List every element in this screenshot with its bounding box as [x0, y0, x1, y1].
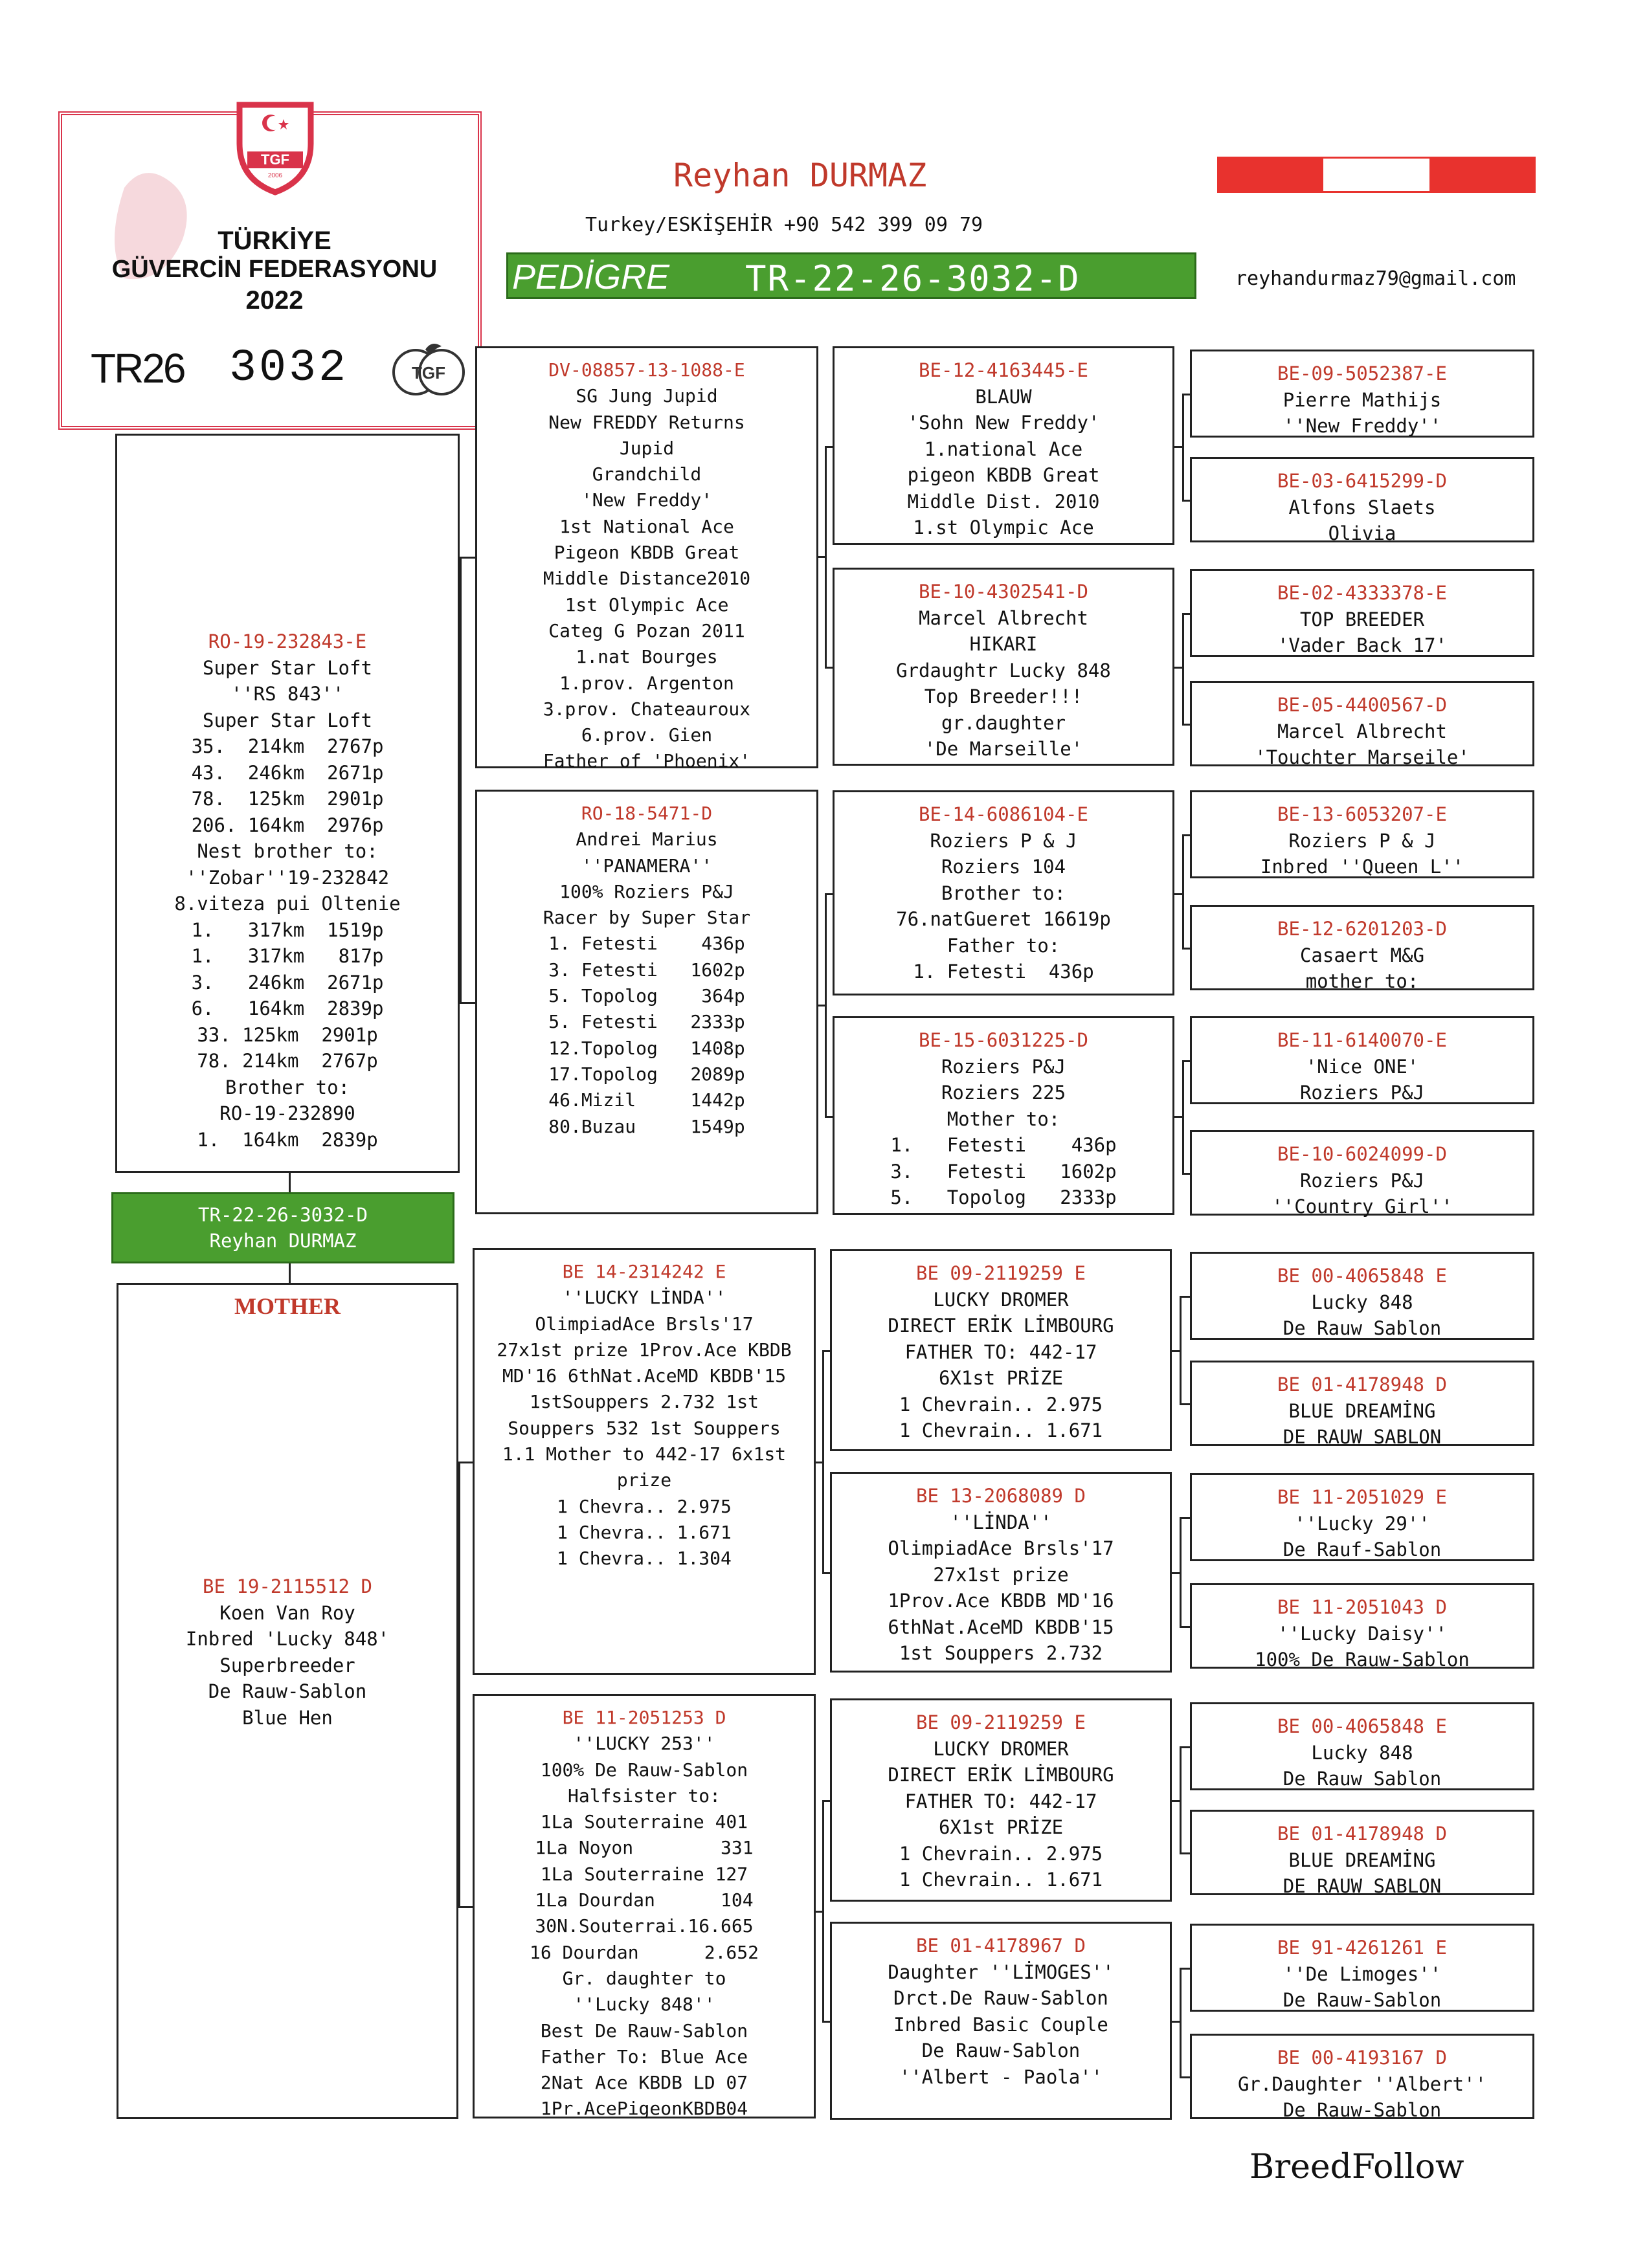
gen4-box-ring: BE 01-4178948 D: [1277, 1373, 1447, 1395]
sire-line: 33. 125km 2901p: [197, 1023, 378, 1046]
gen2-box-line: ''LUCKY 253'': [573, 1733, 715, 1755]
sire-line: Super Star Loft: [203, 656, 372, 679]
gen2-box-line: 2Nat Ace KBDB LD 07: [540, 2072, 748, 2094]
gen4-box-ring: BE 11-2051029 E: [1277, 1486, 1447, 1508]
gen3-box-line: pigeon KBDB Great: [907, 464, 1100, 486]
gen4-box-line: Pierre Mathijs: [1283, 388, 1442, 411]
gen3-box-line: 6X1st PRİZE: [938, 1816, 1064, 1838]
sire-line: Brother to:: [225, 1076, 350, 1098]
gen2-box-line: OlimpiadAce Brsls'17: [535, 1313, 754, 1335]
sire-line: ''RS 843'': [230, 683, 344, 705]
gen3-box-line: 76.natGueret 16619p: [896, 908, 1111, 930]
footer-brand: BreedFollow: [1249, 2148, 1464, 2186]
gen2-box-line: 1. Fetesti 436p: [548, 933, 745, 955]
gen3-box-line: Grdaughtr Lucky 848: [896, 659, 1111, 682]
gen4-box: [1190, 1130, 1534, 1216]
connector: [1180, 2076, 1190, 2078]
gen4-box-line: 'Vader Back 17': [1277, 634, 1447, 656]
sire-line: 35. 214km 2767p: [191, 735, 384, 757]
gen3-box-line: Father to:: [947, 934, 1060, 957]
gen4-box-line: TOP BREEDER: [1299, 608, 1425, 630]
connector: [1182, 724, 1190, 726]
gen3-box-line: Marcel Albrecht: [919, 606, 1088, 629]
gen4-box-ring: BE-02-4333378-E: [1277, 582, 1447, 604]
gen4-box-line: De Rauw Sablon: [1283, 1317, 1442, 1339]
sire-line: 78. 214km 2767p: [197, 1050, 378, 1072]
gen4-box: [1190, 2034, 1534, 2119]
connector: [1172, 1350, 1181, 1352]
connector: [1182, 394, 1190, 395]
badge-year: 2022: [245, 286, 304, 315]
gen3-box-line: Inbred Basic Couple: [893, 2013, 1108, 2036]
gen3-box-line: 1.national Ace: [924, 438, 1083, 460]
gen2-box-line: Gr. daughter to: [562, 1967, 726, 1989]
gen4-box-ring: BE-11-6140070-E: [1277, 1029, 1447, 1051]
gen3-box: [830, 1249, 1172, 1451]
connector: [1182, 394, 1184, 502]
owner-name: Reyhan DURMAZ: [673, 157, 927, 194]
gen2-box-line: 1.prov. Argenton: [559, 672, 734, 694]
gen4-box-line: De Rauw Sablon: [1283, 1768, 1442, 1790]
gen4-box-line: Alfons Slaets: [1288, 496, 1436, 518]
sire-line: 1. 317km 817p: [191, 945, 384, 967]
gen3-box-ring: BE 13-2068089 D: [916, 1485, 1086, 1507]
gen3-box-ring: BE 01-4178967 D: [916, 1935, 1086, 1957]
mother-label: MOTHER: [234, 1293, 341, 1319]
gen3-box-line: 1 Chevrain.. 1.671: [899, 1869, 1103, 1891]
gen3-box-ring: BE-10-4302541-D: [919, 581, 1088, 603]
gen2-box-line: Middle Distance2010: [543, 568, 751, 590]
gen3-box-line: Roziers P&J: [941, 1055, 1066, 1078]
sire-line: Nest brother to:: [197, 840, 378, 862]
sire-line: Super Star Loft: [203, 709, 372, 731]
connector: [1172, 1800, 1181, 1802]
gen3-box-ring: BE 09-2119259 E: [916, 1711, 1086, 1733]
gen4-box-line: 'Nice ONE': [1305, 1055, 1419, 1078]
gen4-box: [1190, 905, 1534, 990]
gen4-box-line: Lucky 848: [1311, 1741, 1413, 1764]
gen4-box-ring: BE 00-4065848 E: [1277, 1715, 1447, 1737]
gen4-box: [1190, 569, 1534, 657]
gen2-box-line: 1 Chevra.. 1.304: [557, 1548, 732, 1570]
gen4-box-ring: BE-12-6201203-D: [1277, 918, 1447, 940]
gen2-box-line: 30N.Souterrai.16.665: [535, 1915, 754, 1937]
gen4-box-line: DE RAUW SABLON: [1283, 1875, 1442, 1897]
connector: [1182, 834, 1184, 950]
dam-line: Superbreeder: [219, 1654, 355, 1676]
dam-line: Blue Hen: [242, 1706, 333, 1729]
gen3-box-line: FATHER TO: 442-17: [904, 1790, 1097, 1812]
gen4-box: [1190, 1583, 1534, 1669]
connector: [822, 1800, 830, 1802]
gen2-box: [475, 346, 818, 772]
gen4-box-line: ''Lucky 29'': [1294, 1512, 1430, 1535]
connector: [1180, 1626, 1190, 1628]
gen3-box-line: gr.daughter: [941, 711, 1066, 734]
connector: [1180, 1746, 1190, 1748]
gen4-box-line: 'Touchter Marseile': [1255, 746, 1470, 768]
gen4-box: [1190, 1473, 1534, 1561]
connector: [816, 1462, 824, 1463]
gen3-box-line: ''Albert - Paola'': [899, 2065, 1103, 2088]
gen2-box-line: Grandchild: [592, 463, 702, 485]
connector: [1174, 446, 1183, 448]
gen4-box-line: BLUE DREAMİNG: [1288, 1399, 1436, 1422]
gen4-box-line: mother to:: [1305, 970, 1419, 992]
gen4-box-line: ''New Freddy'': [1283, 415, 1442, 437]
gen3-box: [833, 346, 1174, 545]
tgf-shield-logo: [233, 98, 317, 195]
connector: [1182, 1060, 1184, 1175]
gen2-box-line: 3.prov. Chateauroux: [543, 698, 751, 720]
flag-stripe: [1217, 157, 1536, 193]
connector: [1180, 1968, 1182, 2078]
connector: [1174, 893, 1183, 895]
gen2-box-line: 'New Freddy': [581, 489, 713, 511]
flag-red-left: [1217, 157, 1323, 193]
gen4-box-line: Casaert M&G: [1299, 944, 1425, 966]
gen4-box-ring: BE 91-4261261 E: [1277, 1937, 1447, 1959]
sire-line: RO-19-232890: [219, 1102, 355, 1124]
gen3-box-line: OlimpiadAce Brsls'17: [888, 1537, 1114, 1559]
gen3-box-line: 1Prov.Ace KBDB MD'16: [888, 1590, 1114, 1612]
gen4-box-line: ''De Limoges'': [1283, 1962, 1442, 1985]
gen3-box-line: 1 Chevrain.. 2.975: [899, 1842, 1103, 1865]
gen2-box-line: 100% Roziers P&J: [559, 880, 734, 902]
subject-owner: Reyhan DURMAZ: [209, 1230, 357, 1252]
sire-ring: RO-19-232843-E: [208, 630, 367, 652]
gen2-box-line: 1st Olympic Ace: [565, 594, 729, 616]
address-phone: Turkey/ESKİŞEHİR +90 542 399 09 79: [585, 214, 983, 236]
connector: [1182, 500, 1190, 502]
sire-box: [115, 434, 460, 1173]
gen3-box-line: Roziers 225: [941, 1082, 1066, 1104]
connector: [458, 1906, 473, 1908]
gen2-box-line: 1.nat Bourges: [576, 646, 718, 668]
connector: [1180, 1403, 1190, 1405]
connector: [1180, 1852, 1190, 1854]
gen3-box-line: Drct.De Rauw-Sablon: [893, 1987, 1108, 2009]
gen2-box: [475, 790, 818, 1214]
gen3-box-line: DIRECT ERİK LİMBOURG: [888, 1764, 1114, 1786]
gen2-box: [473, 1694, 816, 2118]
connector: [1182, 948, 1190, 950]
gen2-box-line: Categ G Pozan 2011: [548, 619, 745, 641]
gen2-box-line: Father To: Blue Ace: [540, 2045, 748, 2067]
sire-line: 206. 164km 2976p: [191, 814, 384, 836]
logo-text: TGF: [261, 151, 289, 168]
gen4-box-ring: BE-05-4400567-D: [1277, 694, 1447, 716]
connector: [822, 2021, 830, 2023]
gen3-box-line: 'Sohn New Freddy': [907, 412, 1100, 434]
gen3-box-line: HIKARI: [969, 633, 1038, 655]
gen4-box: [1190, 457, 1534, 542]
connector: [1182, 1173, 1190, 1175]
gen4-box-ring: BE-10-6024099-D: [1277, 1143, 1447, 1165]
connector: [458, 1462, 473, 1463]
gen2-box-line: prize: [616, 1469, 672, 1491]
gen4-box-line: Roziers P&J: [1299, 1082, 1425, 1104]
gen3-box: [833, 790, 1174, 995]
gen3-box-line: FATHER TO: 442-17: [904, 1340, 1097, 1363]
sire-line: 43. 246km 2671p: [191, 761, 384, 784]
gen4-box-line: Inbred ''Queen L'': [1260, 856, 1464, 878]
gen2-box-ring: RO-18-5471-D: [581, 803, 713, 824]
gen3-box-line: LUCKY DROMER: [933, 1737, 1069, 1760]
sire-line: ''Zobar''19-232842: [185, 866, 390, 889]
sire-line: 78. 125km 2901p: [191, 788, 384, 810]
dam-line: Inbred 'Lucky 848': [185, 1628, 390, 1650]
gen4-box-ring: BE 11-2051043 D: [1277, 1596, 1447, 1618]
connector: [1172, 2021, 1181, 2023]
gen3-box-line: Roziers P & J: [930, 829, 1077, 852]
gen3-box-line: 1st Souppers 2.732: [899, 1642, 1103, 1664]
sire-line: 6. 164km 2839p: [191, 997, 384, 1019]
gen2-box-line: New FREDDY Returns: [548, 411, 745, 433]
gen3-box-line: 1. Fetesti 436p: [890, 1134, 1117, 1156]
gen3-box-line: 1.st Olympic Ace: [913, 517, 1094, 539]
gen4-box: [1190, 1361, 1534, 1446]
sire-details: [122, 655, 453, 1153]
connector: [1180, 1296, 1190, 1298]
gen2-box-line: 5. Fetesti 2333p: [548, 1011, 745, 1033]
dam-ring: BE 19-2115512 D: [203, 1575, 372, 1597]
gen4-box: [1190, 1810, 1534, 1895]
gen4-box-line: Gr.Daughter ''Albert'': [1237, 2073, 1487, 2095]
connector: [1182, 834, 1190, 836]
connector: [816, 1911, 824, 1913]
gen3-box: [830, 1472, 1172, 1673]
dam-details: [124, 1600, 451, 1731]
gen3-box: [833, 568, 1174, 766]
pedigree-ring: TR-22-26-3032-D: [745, 258, 1081, 299]
gen2-box-line: 1st National Ace: [559, 515, 734, 537]
logo-year: 2006: [267, 172, 283, 179]
gen3-box-line: 3. Fetesti 1602p: [890, 1160, 1117, 1183]
gen2-box-line: 1.1 Mother to 442-17 6x1st: [502, 1443, 787, 1465]
gen2-box-line: SG Jung Jupid: [576, 385, 718, 407]
gen3-box: [833, 1016, 1174, 1215]
gen4-box-line: BLUE DREAMİNG: [1288, 1849, 1436, 1871]
gen4-box: [1190, 681, 1534, 766]
emblem-text: TGF: [412, 363, 445, 383]
connector: [460, 557, 475, 559]
gen3-box-line: 27x1st prize: [933, 1563, 1069, 1586]
gen4-box: [1190, 790, 1534, 878]
gen4-box-line: ''Country Girl'': [1272, 1195, 1453, 1217]
gen4-box-line: Roziers P & J: [1288, 829, 1436, 852]
connector: [825, 893, 833, 895]
gen2-box-line: ''Lucky 848'': [573, 1994, 715, 2016]
sire-line: 3. 246km 2671p: [191, 971, 384, 994]
sire-line: 8.viteza pui Oltenie: [174, 893, 401, 915]
gen4-box-ring: BE-09-5052387-E: [1277, 362, 1447, 384]
gen2-box-ring: BE 11-2051253 D: [562, 1707, 726, 1728]
gen4-box-line: Olivia: [1328, 522, 1396, 544]
gen3-box-line: 'De Marseille': [924, 738, 1083, 760]
email: reyhandurmaz79@gmail.com: [1235, 267, 1516, 290]
connector: [818, 1005, 826, 1006]
gen2-box-line: 100% De Rauw-Sablon: [540, 1759, 748, 1781]
gen2-box-ring: DV-08857-13-1088-E: [548, 359, 745, 381]
connector: [1182, 613, 1184, 726]
gen4-box-line: De Rauw-Sablon: [1283, 1989, 1442, 2011]
gen2-box-line: 1stSouppers 2.732 1st: [529, 1391, 759, 1413]
gen3-box-line: ''LİNDA'': [950, 1511, 1052, 1533]
gen2-box-line: 1La Dourdan 104: [535, 1889, 754, 1911]
gen3-box-line: Top Breeder!!!: [924, 685, 1083, 707]
gen4-box: [1190, 1702, 1534, 1790]
gen2-box-line: Pigeon KBDB Great: [554, 542, 740, 564]
flag-white: [1323, 157, 1429, 193]
globe-emblem-icon: [390, 337, 467, 401]
gen4-box-ring: BE-03-6415299-D: [1277, 470, 1447, 492]
tgf-badge: [47, 71, 502, 443]
gen3-box-line: Roziers 104: [941, 856, 1066, 878]
gen2-box: [473, 1248, 816, 1675]
gen3-box-ring: BE-12-4163445-E: [919, 359, 1088, 381]
connector: [289, 1263, 291, 1284]
gen2-box-line: 3. Fetesti 1602p: [548, 959, 745, 981]
connector: [1172, 1572, 1181, 1574]
gen2-box-line: Halfsister to:: [567, 1784, 721, 1807]
gen2-box-line: 27x1st prize 1Prov.Ace KBDB: [497, 1339, 792, 1361]
flag-red-right: [1429, 157, 1536, 193]
gen3-box-line: Mother to:: [947, 1107, 1060, 1130]
gen4-box-line: De Rauw-Sablon: [1283, 2099, 1442, 2121]
gen3-box-line: 6thNat.AceMD KBDB'15: [888, 1616, 1114, 1638]
connector: [1180, 1968, 1190, 1970]
badge-org-line2: GÜVERCİN FEDERASYONU: [111, 256, 438, 283]
gen2-box-line: 80.Buzau 1549p: [548, 1115, 745, 1137]
gen3-box-ring: BE-14-6086104-E: [919, 803, 1088, 825]
connector: [825, 1116, 833, 1118]
sire-line: 1. 317km 1519p: [191, 918, 384, 941]
dam-line: Koen Van Roy: [219, 1601, 355, 1624]
connector: [825, 667, 833, 669]
badge-ring-number: 3032: [229, 343, 349, 394]
gen3-box: [830, 1698, 1172, 1902]
gen4-box-line: Roziers P&J: [1299, 1169, 1425, 1192]
gen3-box-line: 1. Fetesti 436p: [913, 961, 1094, 983]
pedigree-banner: [506, 252, 1196, 299]
gen4-box-line: ''Lucky Daisy'': [1277, 1622, 1447, 1645]
gen3-box-line: 1 Chevrain.. 1.671: [899, 1419, 1103, 1441]
dam-line: De Rauw-Sablon: [208, 1680, 367, 1702]
gen3-box-line: DIRECT ERİK LİMBOURG: [888, 1315, 1114, 1337]
gen2-box-line: 6.prov. Gien: [581, 724, 713, 746]
gen2-box-line: ''PANAMERA'': [581, 854, 713, 876]
gen3-box-line: Middle Dist. 2010: [907, 490, 1100, 513]
gen2-box-line: Andrei Marius: [576, 828, 718, 850]
badge-org-line1: TÜRKİYE: [218, 227, 331, 255]
pedigree-word: PEDİGRE: [512, 258, 670, 296]
gen4-box-line: De Rauf-Sablon: [1283, 1539, 1442, 1561]
gen3-box-line: De Rauw-Sablon: [921, 2040, 1081, 2062]
gen2-box-line: 12.Topolog 1408p: [548, 1037, 745, 1059]
gen3-box-ring: BE 09-2119259 E: [916, 1262, 1086, 1284]
gen3-box: [830, 1922, 1172, 2120]
gen4-box-ring: BE 00-4193167 D: [1277, 2047, 1447, 2069]
gen3-box-line: 6X1st PRİZE: [938, 1367, 1064, 1389]
dam-box: [117, 1283, 458, 2119]
gen2-box-line: 1 Chevra.. 2.975: [557, 1495, 732, 1517]
gen2-box-line: Souppers 532 1st Souppers: [508, 1417, 781, 1439]
gen3-box-line: 5. Topolog 2333p: [890, 1186, 1117, 1208]
gen4-box-line: 100% De Rauw-Sablon: [1255, 1649, 1470, 1671]
gen4-box-line: Lucky 848: [1311, 1291, 1413, 1313]
gen4-box-ring: BE 01-4178948 D: [1277, 1823, 1447, 1845]
connector: [1180, 1517, 1190, 1519]
gen4-box: [1190, 350, 1534, 438]
connector: [822, 1572, 830, 1574]
subject-ring: TR-22-26-3032-D: [198, 1204, 368, 1226]
gen3-box-line: LUCKY DROMER: [933, 1288, 1069, 1311]
connector: [1182, 1060, 1190, 1062]
gen4-box-ring: BE-13-6053207-E: [1277, 803, 1447, 825]
gen4-box-ring: BE 00-4065848 E: [1277, 1265, 1447, 1287]
connector: [1174, 1116, 1183, 1118]
gen2-box-line: 1La Noyon 331: [535, 1837, 754, 1859]
gen3-box-line: BLAUW: [975, 385, 1032, 408]
gen2-box-line: MD'16 6thNat.AceMD KBDB'15: [502, 1365, 787, 1387]
gen2-box-line: 1La Souterraine 127: [540, 1863, 748, 1885]
sire-line: 1. 164km 2839p: [197, 1128, 378, 1151]
gen2-box-line: Father of 'Phoenix': [543, 750, 751, 772]
gen2-box-line: 46.Mizil 1442p: [548, 1089, 745, 1111]
gen2-box-line: ''LUCKY LİNDA'': [562, 1287, 726, 1309]
gen2-box-line: 1 Chevra.. 1.671: [557, 1521, 732, 1543]
connector: [1174, 667, 1183, 669]
gen3-box-line: 1 Chevrain.. 2.975: [899, 1393, 1103, 1416]
gen2-box-line: Jupid: [619, 437, 675, 459]
gen4-box-line: DE RAUW SABLON: [1283, 1426, 1442, 1448]
gen2-box-line: 1La Souterraine 401: [540, 1811, 748, 1833]
connector: [1182, 613, 1190, 615]
gen2-box-line: 5. Topolog 364p: [548, 985, 745, 1007]
gen2-box-line: 16 Dourdan 2.652: [529, 1941, 759, 1963]
gen2-box-line: 1Pr.AcePigeonKBDB04: [540, 2098, 748, 2120]
gen2-box-line: Best De Rauw-Sablon: [540, 2019, 748, 2041]
gen2-box-ring: BE 14-2314242 E: [562, 1261, 726, 1282]
connector: [458, 1462, 460, 1908]
gen2-box-line: Racer by Super Star: [543, 907, 751, 929]
gen3-box-line: Daughter ''LİMOGES'': [888, 1961, 1114, 1983]
gen2-box-line: 17.Topolog 2089p: [548, 1063, 745, 1085]
connector: [289, 1173, 291, 1192]
connector: [822, 1350, 830, 1352]
connector: [818, 556, 826, 558]
badge-ring-prefix: TR26: [91, 345, 185, 392]
gen4-box: [1190, 1016, 1534, 1104]
gen3-box-line: Brother to:: [941, 882, 1066, 904]
gen4-box: [1190, 1924, 1534, 2012]
connector: [460, 1002, 475, 1004]
connector: [825, 446, 833, 448]
connector: [460, 557, 462, 1004]
gen3-box-ring: BE-15-6031225-D: [919, 1029, 1088, 1051]
gen4-box: [1190, 1252, 1534, 1340]
subject-box: [111, 1192, 454, 1263]
gen4-box-line: Marcel Albrecht: [1277, 720, 1447, 742]
